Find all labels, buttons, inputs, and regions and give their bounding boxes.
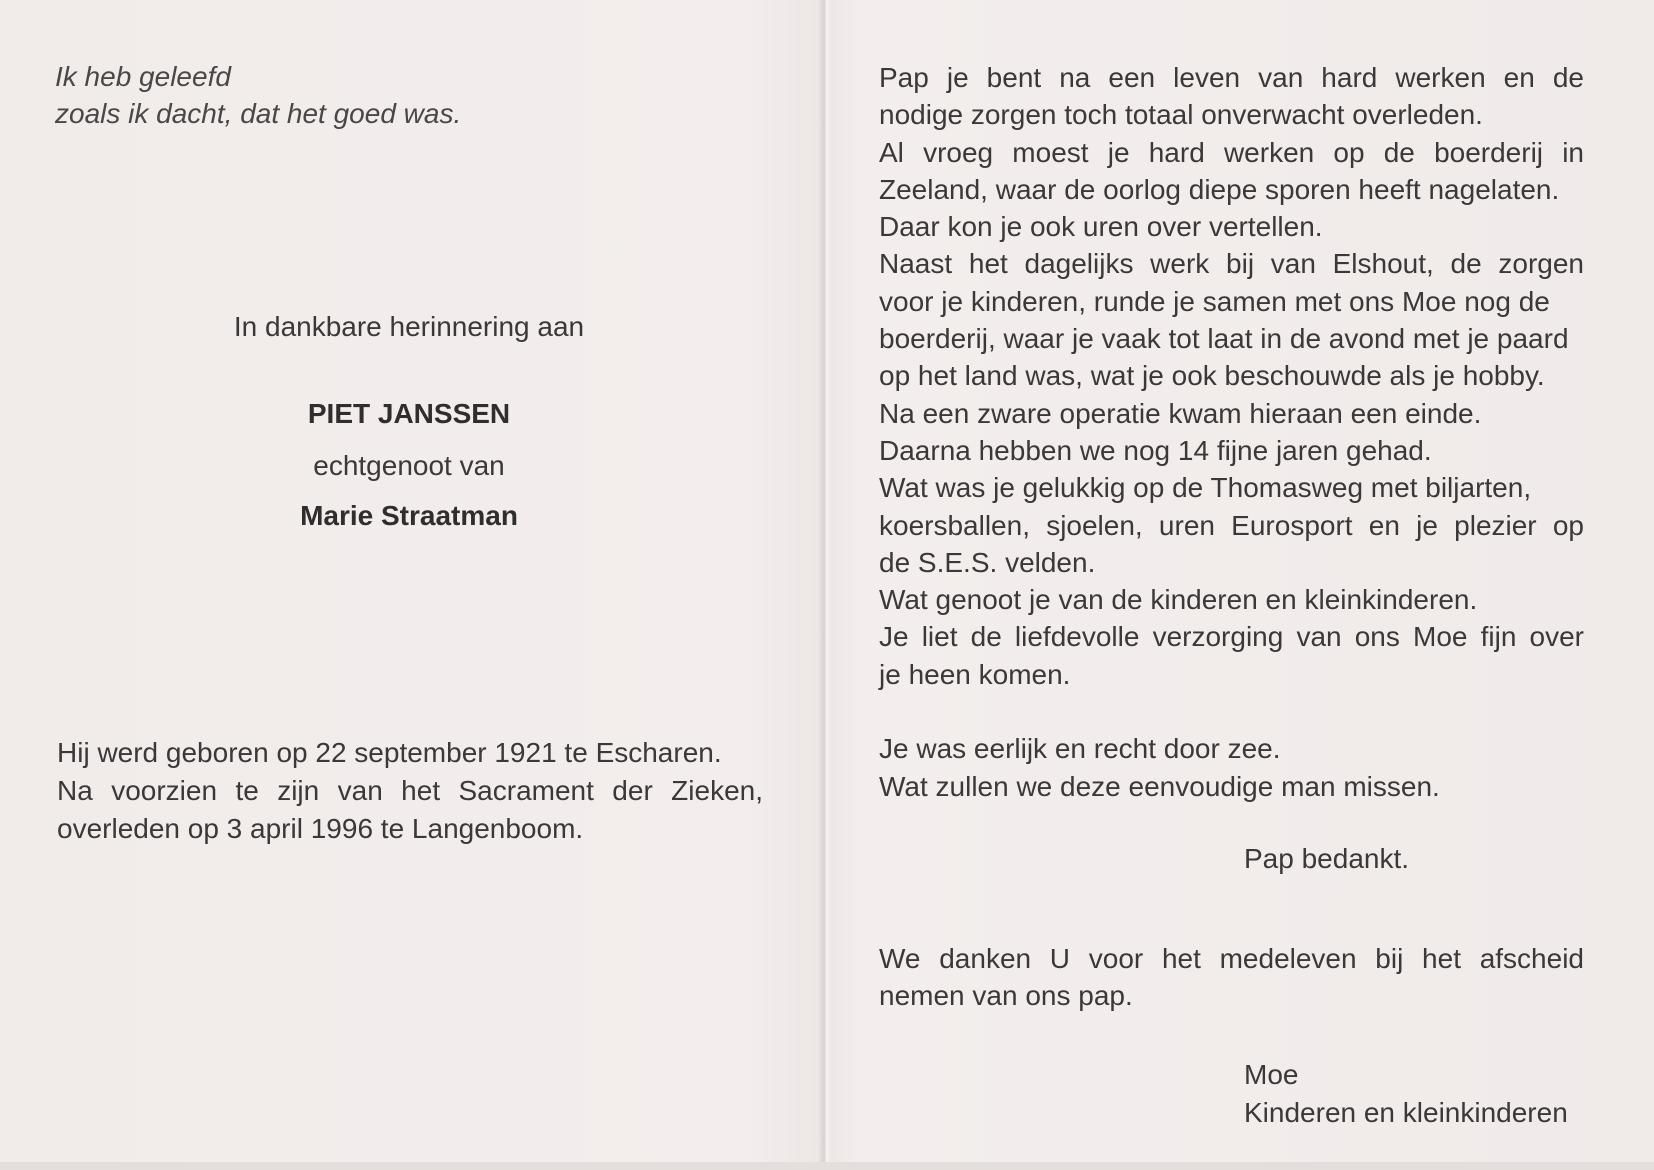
memorial-intro: In dankbare herinnering aan: [233, 311, 585, 342]
thanks-note: [879, 940, 1584, 1014]
spouse-name: Marie Straatman: [300, 500, 518, 531]
tribute-line: Daar kon je ook uren over vertellen.: [879, 211, 1323, 243]
thanks-line: We danken U voor het medeleven bij het afscheid: [879, 943, 1584, 974]
tribute-line: Pap je bent na een leven van hard werken en de: [879, 62, 1584, 93]
tribute-line: de S.E.S. velden.: [879, 546, 1096, 578]
tribute-line: Al vroeg moest je hard werken op de boerderij in: [879, 136, 1584, 168]
tribute-line: Je was eerlijk en recht door zee.: [879, 733, 1281, 765]
signature: [1244, 1056, 1568, 1132]
card-bottom-edge: [0, 1162, 1654, 1170]
thanks-line: nemen van ons pap.: [879, 980, 1133, 1011]
tribute-closing: Pap bedankt.: [1244, 843, 1410, 874]
motto: [55, 58, 461, 132]
bio-line: Na voorzien te zijn van het Sacrament der Zieken,: [57, 775, 763, 806]
motto-line: zoals ik dacht, dat het goed was.: [55, 98, 462, 129]
tribute-line: nodige zorgen toch totaal onverwacht overleden.: [879, 99, 1483, 131]
signature-line: Moe: [1244, 1059, 1299, 1090]
tribute-line: op het land was, wat je ook beschouwde als je hobby.: [879, 360, 1545, 392]
tribute-line: Wat genoot je van de kinderen en kleinkinderen.: [879, 584, 1478, 616]
tribute-line: Je liet de liefdevolle verzorging van ons Moe fijn over: [879, 621, 1584, 653]
motto-line: Ik heb geleefd: [55, 61, 231, 92]
tribute-line: voor je kinderen, runde je samen met ons Moe nog de: [879, 285, 1550, 317]
bio-line: overleden op 3 april 1996 te Langenboom.: [57, 813, 584, 844]
tribute-line: Naast het dagelijks werk bij van Elshout, de zorgen: [879, 248, 1584, 280]
biography: [57, 734, 763, 848]
tribute-line: Wat was je gelukkig op de Thomasweg met biljarten,: [879, 472, 1532, 504]
tribute-text: [879, 59, 1584, 805]
tribute-line: Na een zware operatie kwam hieraan een einde.: [879, 397, 1482, 429]
signature-line: Kinderen en kleinkinderen: [1244, 1097, 1568, 1128]
tribute-line: Zeeland, waar de oorlog diepe sporen heeft nagelaten.: [879, 173, 1560, 205]
tribute-line: koersballen, sjoelen, uren Eurosport en je plezier op: [879, 509, 1584, 541]
paragraph-gap: [879, 693, 1584, 730]
bio-line: Hij werd geboren op 22 september 1921 te Escharen.: [57, 737, 722, 768]
spouse-label: echtgenoot van: [313, 450, 505, 481]
deceased-name: PIET JANSSEN: [307, 398, 511, 429]
card-fold: [818, 0, 832, 1170]
tribute-line: Daarna hebben we nog 14 fijne jaren gehad.: [879, 434, 1432, 466]
tribute-line: Wat zullen we deze eenvoudige man missen.: [879, 770, 1440, 802]
tribute-line: boerderij, waar je vaak tot laat in de avond met je paard: [879, 323, 1569, 355]
tribute-line: je heen komen.: [879, 658, 1071, 690]
